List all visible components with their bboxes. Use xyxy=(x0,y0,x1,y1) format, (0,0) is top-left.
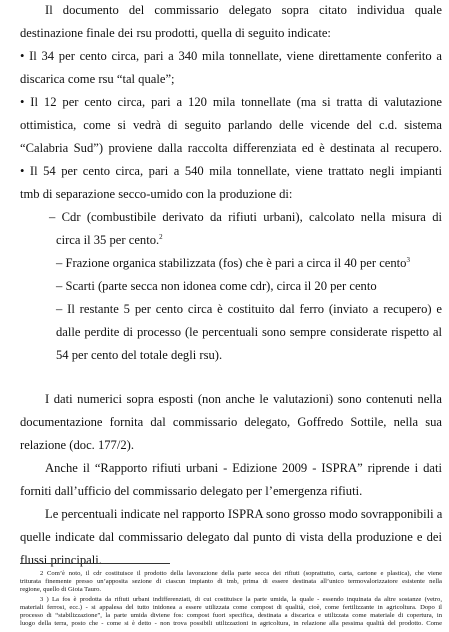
paragraph-line: destinazione finale dei rsu prodotti, quella di seguito indicate: xyxy=(20,26,331,40)
bullet-line: ottimistica, come si vedrà di seguito parlando delle vicende del c.d. sistema xyxy=(20,118,442,132)
footnote-line: luogo della terra, posto che - come si è detto - non trova possibili utilizzazioni in agricoltura, in relazione alla pessima qualità del prodotto. Come xyxy=(20,620,442,627)
bullet-line: • Il 34 per cento circa, pari a 340 mila tonnellate, viene direttamente conferito a xyxy=(20,49,442,63)
paragraph-line: Il documento del commissario delegato sopra citato individua quale xyxy=(45,3,442,17)
bullet-line: “Calabria Sud”) proviene dalla raccolta differenziata ed è destinata al recupero. xyxy=(20,141,442,155)
dash-item-line: dalle perdite di processo (le percentuali sono sempre considerate rispetto al xyxy=(56,325,442,339)
dash-item-text: – Frazione organica stabilizzata (fos) che è pari a circa il 40 per cento xyxy=(56,256,407,270)
dash-item-line xyxy=(56,232,442,248)
paragraph-line: documentazione fornita dal commissario delegato, Goffredo Sottile, nella sua xyxy=(20,415,442,429)
footnote-line: regione, quello di Gioia Tauro. xyxy=(20,586,102,593)
paragraph-line: I dati numerici sopra esposti (non anche le valutazioni) sono contenuti nella xyxy=(45,392,442,406)
footnote-line: processo di “stabilizzazione”, la parte umida diviene fos: compost fuori specifica, destinata a discarica e utilizzata come materiale di copertura, in xyxy=(20,612,442,619)
paragraph-line: forniti dall’ufficio del commissario delegato per l’emergenza rifiuti. xyxy=(20,484,363,498)
paragraph-line: flussi principali. xyxy=(20,553,102,567)
footnote-line: 2 Com’è noto, il cdr costituisce il prodotto della lavorazione della parte secca dei rifiuti (soprattutto, carta, cartone e plastica), che viene xyxy=(40,570,442,577)
footnote-line: triturata finemente presso un’apposita sezione di ciascun impianto di tmb, prima di essere destinata all’unico termovalorizzatore esistente nella xyxy=(20,578,442,585)
paragraph-line: Anche il “Rapporto rifiuti urbani - Edizione 2009 - ISPRA” riprende i dati xyxy=(45,461,442,475)
footnote-ref: 2 xyxy=(159,233,163,241)
dash-item-line: 54 per cento del totale degli rsu). xyxy=(56,348,223,362)
dash-item-text: circa il 35 per cento. xyxy=(56,233,160,247)
paragraph-line: Le percentuali indicate nel rapporto ISPRA sono grosso modo sovrapponibili a xyxy=(45,507,443,521)
footnote-ref: 3 xyxy=(406,256,410,264)
footnote-line: materiali ferrosi, ecc.) - si appalesa del tutto inidonea a essere utilizzata come compost di qualità, cioè, come fertilizzante in agricoltura. Dopo il xyxy=(20,604,442,611)
dash-item-line: – Cdr (combustibile derivato da rifiuti urbani), calcolato nella misura di xyxy=(49,210,442,224)
dash-item-line: – Il restante 5 per cento circa è costituito dal ferro (inviato a recupero) e xyxy=(56,302,442,316)
bullet-line: discarica come rsu “tal quale”; xyxy=(20,72,175,86)
paragraph-line: relazione (doc. 177/2). xyxy=(20,438,134,452)
bullet-line: • Il 54 per cento circa, pari a 540 mila tonnellate, viene trattato negli impianti xyxy=(20,164,442,178)
dash-item-line: – Scarti (parte secca non idonea come cdr), circa il 20 per cento xyxy=(56,279,377,293)
bullet-line: tmb di separazione secco-umido con la produzione di: xyxy=(20,187,293,201)
dash-item-line xyxy=(56,255,442,271)
bullet-line: • Il 12 per cento circa, pari a 120 mila tonnellate (ma si tratta di valutazione xyxy=(20,95,442,109)
footnote-divider xyxy=(20,563,170,564)
paragraph-line: quelle indicate dal commissario delegato dal punto di vista della produzione e dei xyxy=(20,530,442,544)
footnote-line: 3 ) La fos è prodotta da rifiuti urbani indifferenziati, di cui costituisce la parte umida, la quale - essendo inquinata da altre sostanze (vetro, xyxy=(40,596,442,603)
